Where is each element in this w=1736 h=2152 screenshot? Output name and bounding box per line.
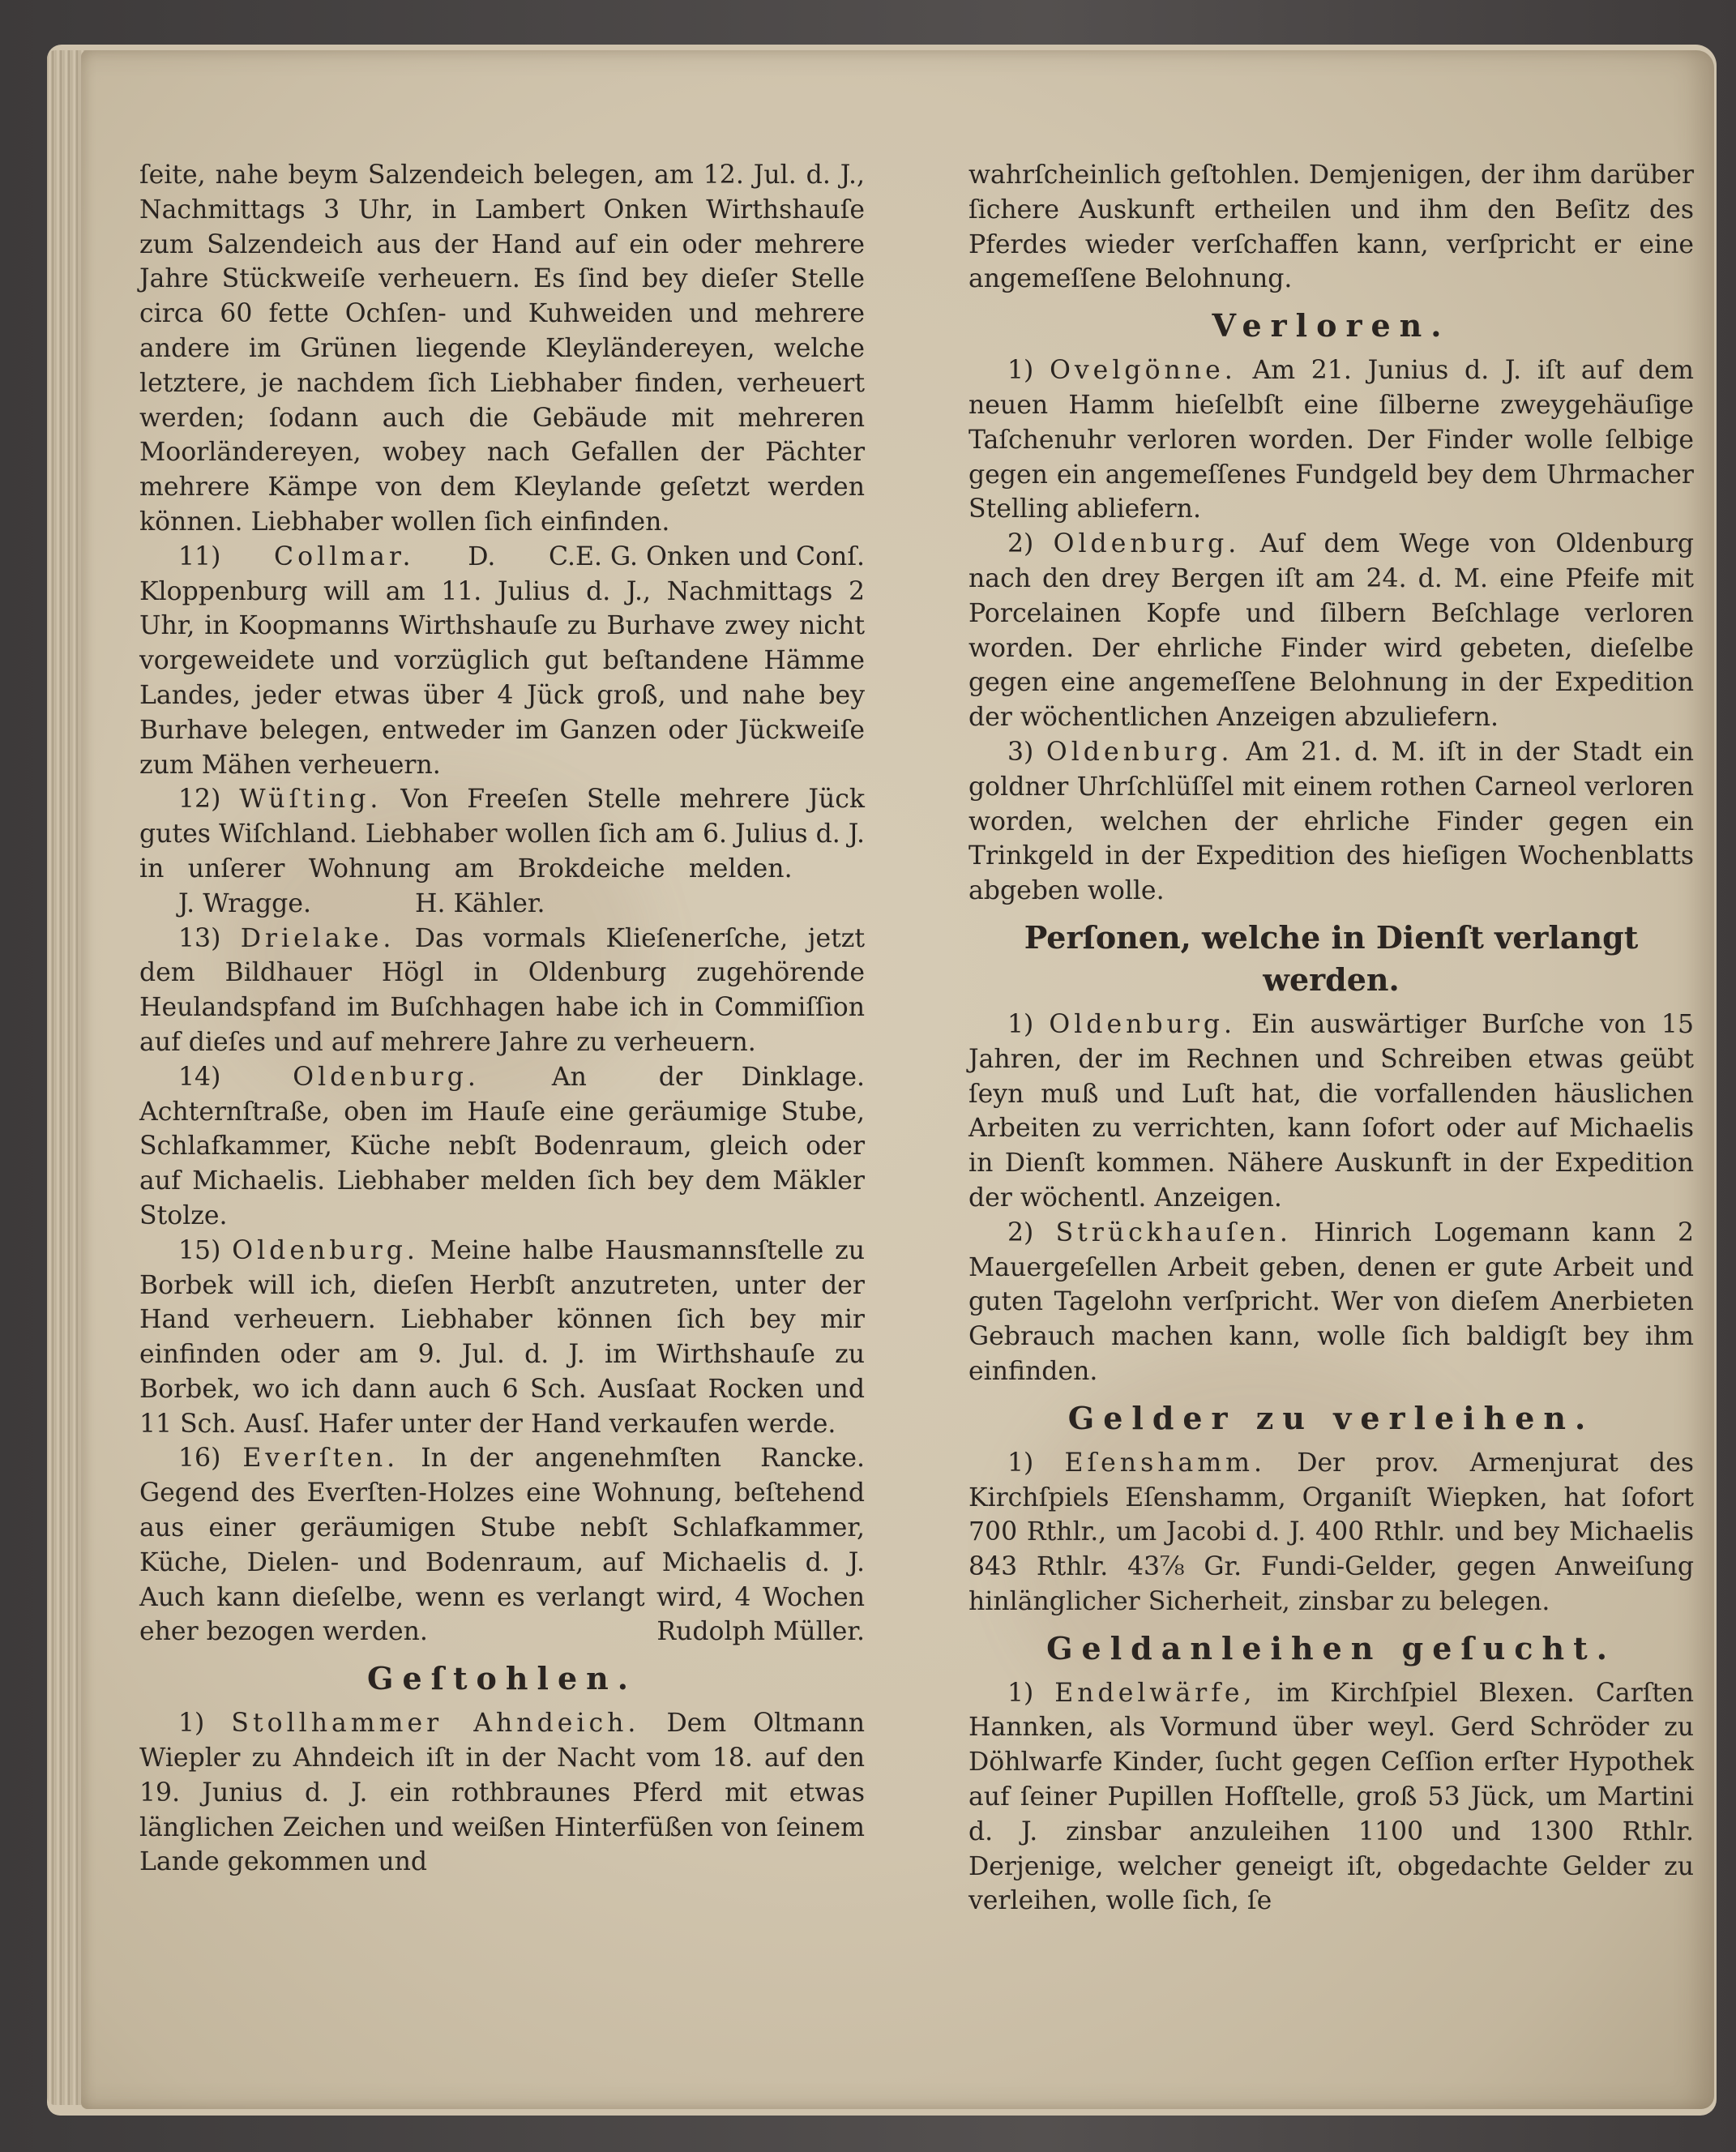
- announcement-16: 16) Everſten. In der angenehmſten Gegend des Everſten-Holzes eine Wohnung, beſtehend aus einer geräumigen Stube nebſt Schlafkammer, Küche, Dielen- und Bodenraum, auf Michaelis d. J. Auch kann dieſelbe, wenn es verlangt wird, 4 Wochen eher bezogen werden. Rudolph Müller.: [139, 1441, 865, 1649]
- section-heading-gestohlen: Geſtohlen.: [367, 1660, 637, 1697]
- place-name: Oldenburg.: [1045, 737, 1234, 767]
- lost-2: 2) Oldenburg. Auf dem Wege von Oldenburg nach den drey Bergen iſt am 24. d. M. eine Pfeife mit Porcelainen Kopfe und ſilbern Beſchlage verloren worden. Der ehrliche Finder wird gebeten, dieſelbe gegen eine angemeſſene Belohnung in der Expedition der wöchentlichen Anzeigen abzuliefern.: [968, 529, 1695, 733]
- signature: Rudolph Müller.: [656, 1617, 865, 1647]
- place-name: Oldenburg.: [293, 1062, 480, 1092]
- place-name: Strückhauſen.: [1055, 1217, 1292, 1247]
- place-name: Oldenburg.: [1049, 1009, 1237, 1039]
- place-name: Eſenshamm.: [1064, 1448, 1267, 1478]
- signature: H. Kähler.: [415, 888, 545, 918]
- lost-3: 3) Oldenburg. Am 21. d. M. iſt in der Stadt ein goldner Uhrſchlüſſel mit einem rothen Carneol verloren worden, welchen der ehrliche Finder gegen ein Trinkgeld in der Expedition des hieſigen Wochenblatts abgeben wolle.: [968, 737, 1695, 906]
- announcement-11: 11) Collmar. D. C. Kloppenburg will am 11. Julius d. J., Nachmittags 2 Uhr, in Koopmanns Wirthshauſe zu Burhave zwey nicht vorgeweidete und vorzüglich gut beſtandene Hämme Landes, jeder etwas über 4 Jück groß, und nahe bey Burhave belegen, entweder im Ganzen oder Jückweiſe zum Mähen verheuern.: [139, 541, 865, 780]
- lend-1: 1) Eſenshamm. Der prov. Armenjurat des Kirchſpiels Eſenshamm, Organiſt Wiepken, hat ſofort 700 Rthlr., um Jacobi d. J. 400 Rthlr. und bey Michaelis 843 Rthlr. 43⅞ Gr. Fundi-Gelder, gegen Anweiſung hinlänglicher Sicherheit, zinsbar zu belegen.: [968, 1448, 1695, 1616]
- place-name: Stollhammer Ahndeich.: [231, 1709, 640, 1739]
- stolen-1: 1) Stollhammer Ahndeich. Dem Oltmann Wiepler zu Ahndeich iſt in der Nacht vom 18. auf den 19. Junius d. J. ein rothbraunes Pferd mit etwas länglichen Zeichen und weißen Hinterfüßen von ſeinem Lande gekommen und: [139, 1709, 866, 1877]
- announcement-10-continuation: ſeite, nahe beym Salzendeich belegen, am 12. Jul. d. J., Nachmittags 3 Uhr, in Lambert Onken Wirthshauſe zum Salzendeich aus der Hand auf ein oder mehrere Jahre Stückweiſe verheuern. Es ſind bey dieſer Stelle circa 60 fette Ochſen- und Kuhweiden und mehrere andere im Grünen liegende Kleyländereyen, welche letztere, je nachdem ſich Liebhaber finden, verheuert werden; ſodann auch die Gebäude mit mehreren Moorländereyen, wobey nach Gefallen der Pächter mehrere Kämpe von dem Kleylande geſetzt werden können. Liebhaber wollen ſich einfinden. E. G. Onken und Conſ.: [139, 158, 865, 540]
- announcement-13: 13) Drielake. Das vormals Klieſenerſche, jetzt dem Bildhauer Högl in Oldenburg zugehörende Heulandspfand im Buſchhagen habe ich in Commiſſion auf dieſes und auf mehrere Jahre zu verheuern. Dinklage.: [139, 922, 865, 1060]
- announcement-12: 12) Wüſting. Von Freeſen Stelle mehrere Jück gutes Wiſchland. Liebhaber wollen ſich am 6. Julius d. J. in unſerer Wohnung am Brokdeiche melden. J. Wragge. H. Kähler.: [139, 782, 865, 921]
- left-column: [139, 158, 865, 1880]
- place-name: Collmar.: [274, 541, 415, 571]
- place-name: Drielake.: [240, 923, 396, 953]
- stolen-1-continuation: wahrſcheinlich geſtohlen. Demjenigen, der ihm darüber ſichere Auskunft ertheilen und ihm den Beſitz des Pferdes wieder verſchaffen kann, verſpricht er eine angemeſſene Belohnung.: [968, 160, 1694, 294]
- place-name: Endelwärfe,: [1054, 1678, 1256, 1708]
- signature: Rancke.: [760, 1444, 865, 1474]
- borrow-1: 1) Endelwärfe, im Kirchſpiel Blexen. Carſten Hannken, als Vormund über weyl. Gerd Schröder zu Döhlwarfe Kinder, ſucht gegen Ceſſion erſter Hypothek auf ſeiner Pupillen Hofſtelle, groß 53 Jück, um Martini d. J. zinsbar anzuleihen 1100 und 1300 Rthlr. Derjenige, welcher geneigt iſt, obgedachte Gelder zu verleihen, wolle ſich, ſe: [968, 1678, 1695, 1916]
- service-1: 1) Oldenburg. Ein auswärtiger Burſche von 15 Jahren, der im Rechnen und Schreiben etwas geübt ſeyn muß und Luſt hat, die vorfallenden häuslichen Arbeiten zu verrichten, kann ſofort oder auf Michaelis in Dienſt kommen. Nähere Auskunft in der Expedition der wöchentl. Anzeigen.: [968, 1009, 1695, 1213]
- section-heading-dienst: Perſonen, welche in Dienſt verlangt werden.: [1024, 918, 1639, 998]
- section-heading-geldanleihen: Geldanleihen geſucht.: [1046, 1629, 1616, 1666]
- signature: J. Wragge.: [178, 888, 311, 918]
- section-heading-gelder: Gelder zu verleihen.: [1067, 1399, 1595, 1436]
- place-name: Everſten.: [242, 1444, 400, 1474]
- signature: E. G. Onken und Conſ.: [575, 541, 865, 571]
- place-name: Oldenburg.: [1053, 529, 1241, 559]
- place-name: Oldenburg.: [232, 1235, 419, 1265]
- lost-1: 1) Ovelgönne. Am 21. Junius d. J. iſt auf dem neuen Hamm hieſelbſt eine ſilberne zweygehäuſige Taſchenuhr verloren worden. Der Finder wolle ſelbige gegen ein angemeſſenes Fundgeld bey dem Uhrmacher Stelling abliefern.: [968, 356, 1695, 524]
- announcement-15: 15) Oldenburg. Meine halbe Hausmannsſtelle zu Borbek will ich, dieſen Herbſt anzutreten, unter der Hand verheuern. Liebhaber können ſich bey mir einfinden oder am 9. Jul. d. J. im Wirthshauſe zu Borbek, wo ich dann auch 6 Sch. Ausſaat Rocken und 11 Sch. Ausſ. Hafer unter der Hand verkaufen werde. Rancke.: [139, 1234, 865, 1442]
- signature: Dinklage.: [741, 1062, 865, 1092]
- right-column: [968, 158, 1694, 1919]
- place-name: Ovelgönne.: [1050, 356, 1237, 386]
- service-2: 2) Strückhauſen. Hinrich Logemann kann 2 Mauergeſellen Arbeit geben, denen er gute Arbeit und guten Tagelohn verſpricht. Wer von dieſem Anerbieten Gebrauch machen kann, wolle ſich baldigſt bey ihm einfinden.: [968, 1217, 1694, 1386]
- announcement-14: 14) Oldenburg. An der Achternſtraße, oben im Hauſe eine geräumige Stube, Schlafkammer, Küche nebſt Bodenraum, gleich oder auf Michaelis. Liebhaber melden ſich bey dem Mäkler Stolze.: [139, 1062, 865, 1230]
- place-name: Wüſting.: [239, 785, 383, 815]
- section-heading-verloren: Verloren.: [1212, 307, 1451, 344]
